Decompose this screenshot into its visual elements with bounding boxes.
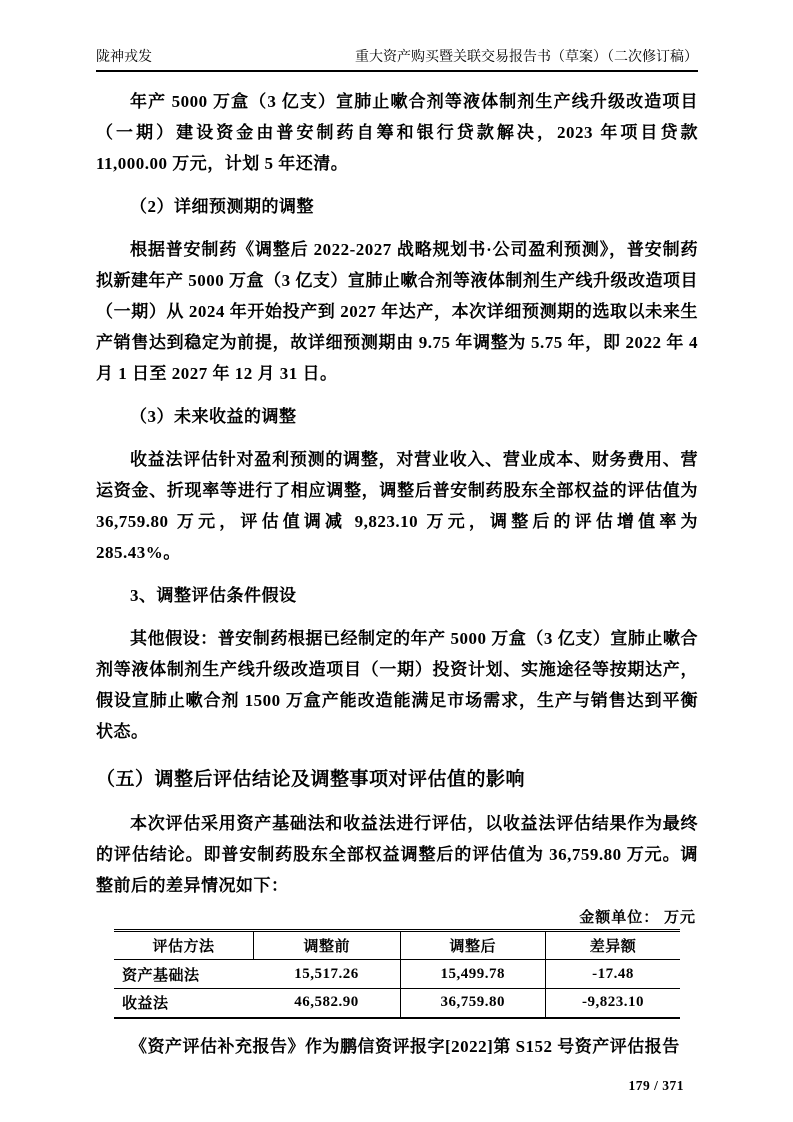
cell-diff: -9,823.10 xyxy=(546,989,681,1018)
paragraph-future-income: 收益法评估针对盈利预测的调整，对营业收入、营业成本、财务费用、营运资金、折现率等进行了相应调整，调整后普安制药股东全部权益的评估值为 36,759.80 万元，评估值调减 9,823.10 万元，调整后的评估增值率为 285.43%。 xyxy=(96,450,698,562)
paragraph-supplement-report: 《资产评估补充报告》作为鹏信资评报字[2022]第 S152 号资产评估报告 xyxy=(130,1036,680,1056)
heading-conclusion: （五）调整后评估结论及调整事项对评估值的影响 xyxy=(96,769,526,790)
paragraph-project-funding: 年产 5000 万盒（3 亿支）宣肺止嗽合剂等液体制剂生产线升级改造项目（一期）建设资金由普安制药自筹和银行贷款解决，2023 年项目贷款 11,000.00 万元，计划 5 年还清。 xyxy=(96,92,698,173)
column-header-after: 调整后 xyxy=(400,931,546,960)
cell-before: 15,517.26 xyxy=(253,960,400,989)
paragraph-assumptions: 其他假设：普安制药根据已经制定的年产 5000 万盒（3 亿支）宣肺止嗽合剂等液体制剂生产线升级改造项目（一期）投资计划、实施途径等按期达产，假设宣肺止嗽合剂 1500 万盒产能改造能满足市场需求，生产与销售达到平衡状态。 xyxy=(96,629,698,741)
paragraph-forecast-period: 根据普安制药《调整后 2022-2027 战略规划书·公司盈利预测》，普安制药拟新建年产 5000 万盒（3 亿支）宣肺止嗽合剂等液体制剂生产线升级改造项目（一期）从 2024 年开始投产到 2027 年达产，本次详细预测期的选取以未来生产销售达到稳定为前提，故详细预测期由 9.75 年调整为 5.75 年，即 2022 年 4 月 1 日至 2027 年 12 月 31 日。 xyxy=(96,240,698,383)
table-header-row xyxy=(114,931,680,960)
heading-assumptions: 3、调整评估条件假设 xyxy=(130,586,297,605)
cell-after: 36,759.80 xyxy=(400,989,546,1018)
column-header-diff: 差异额 xyxy=(546,931,681,960)
column-header-method: 评估方法 xyxy=(114,931,253,960)
cell-before: 46,582.90 xyxy=(294,994,359,1011)
cell-method: 收益法 xyxy=(122,996,169,1013)
valuation-adjustment-table xyxy=(114,929,680,1019)
cell-method: 资产基础法 xyxy=(114,960,253,989)
table-row-income-approach xyxy=(114,989,680,1018)
page-header xyxy=(96,0,698,72)
column-header-before: 调整前 xyxy=(253,931,400,960)
cell-diff: -17.48 xyxy=(546,960,681,989)
header-report-title: 重大资产购买暨关联交易报告书（草案）（二次修订稿） xyxy=(355,50,698,65)
paragraph-conclusion: 本次评估采用资产基础法和收益法进行评估，以收益法评估结果作为最终的评估结论。即普安制药股东全部权益调整后的评估值为 36,759.80 万元。调整前后的差异情况如下： xyxy=(96,814,698,895)
table-row-asset-based xyxy=(114,960,680,989)
heading-forecast-period: （2）详细预测期的调整 xyxy=(130,197,314,216)
heading-future-income: （3）未来收益的调整 xyxy=(130,407,297,426)
header-company-name: 陇神戎发 xyxy=(96,50,152,65)
table-unit-note: 金额单位： 万元 xyxy=(579,910,696,926)
page-number: 179 / 371 xyxy=(628,1077,684,1093)
cell-after: 15,499.78 xyxy=(400,960,546,989)
